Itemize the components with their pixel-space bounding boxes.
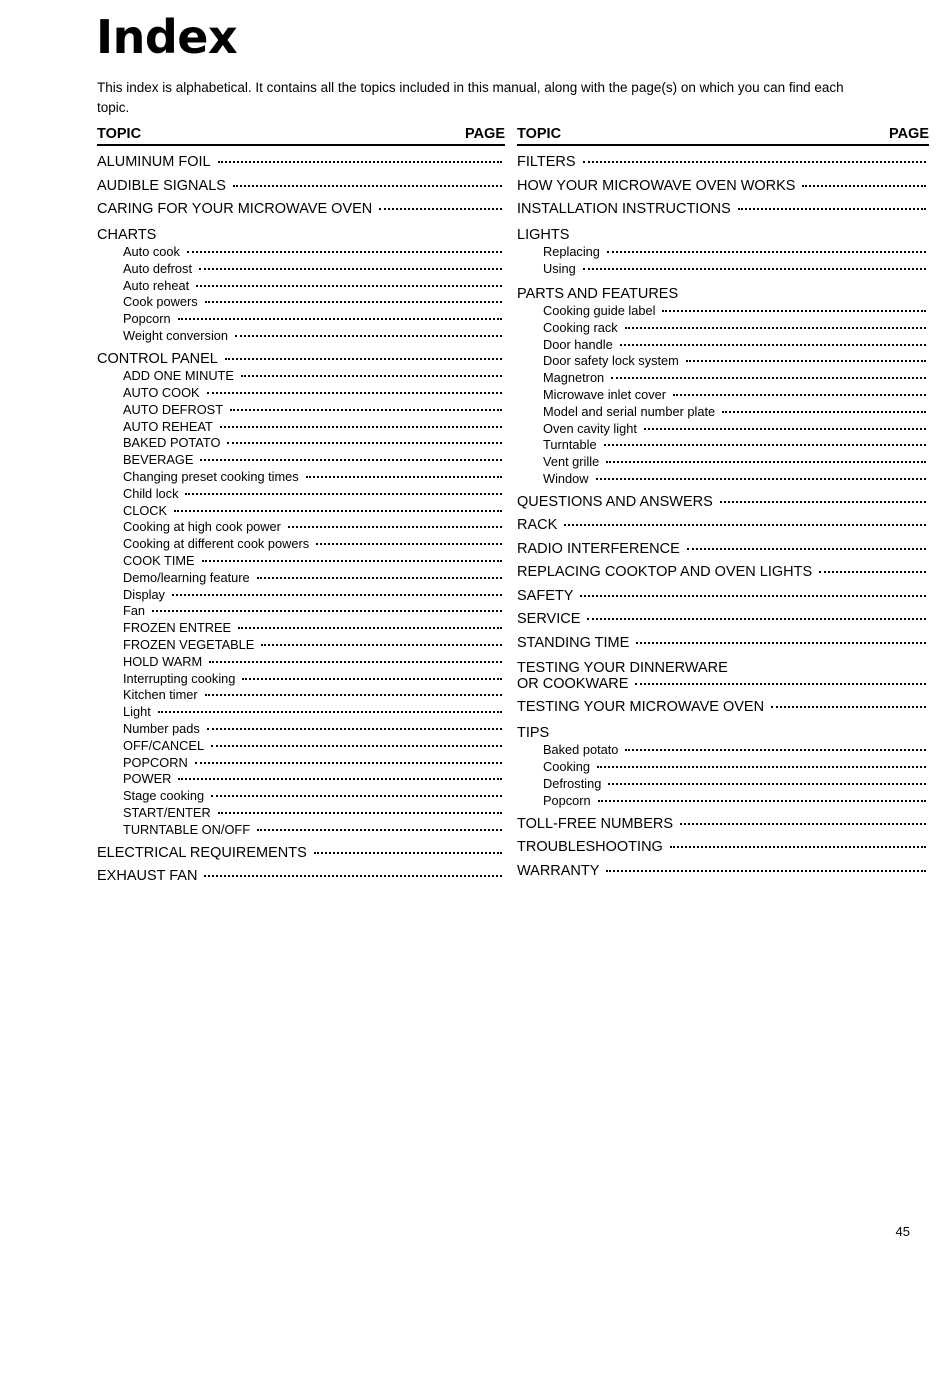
index-entry-label: WARRANTY [517,862,600,879]
index-entry-label: OR COOKWARE [517,675,629,692]
page-number: 45 [895,1224,910,1239]
index-entry-label: TESTING YOUR MICROWAVE OVEN [517,699,765,716]
column-header-page: PAGE [464,126,505,142]
index-entry-label: Child lock [123,485,179,501]
index-entry-label: Changing preset cooking times [123,469,299,485]
index-entry-label: AUTO REHEAT [123,418,213,434]
index-entry-label: RACK [517,517,558,534]
index-entry-label: Door safety lock system [543,353,679,369]
index-entry-label: Model and serial number plate [543,403,716,419]
index-columns [0,126,950,884]
index-entry-label: START/ENTER [123,805,211,820]
index-entry-label: Number pads [123,721,200,737]
index-entry-label: INSTALLATION INSTRUCTIONS [517,201,731,217]
index-entry-label: FILTERS [517,154,576,170]
index-entry-label: Display [123,586,165,602]
index-entry-label: HOLD WARM [123,653,203,669]
index-entry-label: Turntable [543,437,597,453]
index-entry-label: Cooking rack [543,319,618,335]
index-entry [97,869,505,884]
index-entry-label: Popcorn [123,311,171,327]
index-entry-label: AUTO COOK [123,385,200,401]
index-entry-label: RADIO INTERFERENCE [517,540,680,557]
index-entry-label: Cooking guide label [543,303,656,319]
index-entry-label: AUTO DEFROST [123,401,224,417]
index-entry-label: Defrosting [543,775,602,791]
index-entry-label: Using [543,260,576,276]
index-entry-label: PARTS AND FEATURES [517,285,679,302]
index-entry-label: Vent grille [543,454,600,470]
index-entry-label: AUDIBLE SIGNALS [97,177,226,194]
index-entry-label: Baked potato [543,742,619,758]
index-entry-label: Auto defrost [123,260,193,276]
index-entry-label: ALUMINUM FOIL [97,154,211,170]
index-entry-label: REPLACING COOKTOP AND OVEN LIGHTS [517,564,813,581]
intro-text: This index is alphabetical. It contains all the topics included in this manual, along with the page(s) on which you can find each topic. [97,80,844,115]
column-header-topic: TOPIC [517,126,562,142]
index-entry-list-right [517,155,929,878]
index-entry-label: CHARTS [97,226,157,243]
index-entry-label: ELECTRICAL REQUIREMENTS [97,844,307,861]
index-entry-label: Fan [123,603,146,619]
index-entry-label: STANDING TIME [517,634,630,651]
index-column-left [97,126,505,884]
index-entry-label: Cook powers [123,294,198,310]
index-entry-label: HOW YOUR MICROWAVE OVEN WORKS [517,177,796,194]
index-entry-label: TOLL-FREE NUMBERS [517,815,674,832]
index-entry-label: Replacing [543,244,600,259]
index-entry-label: BAKED POTATO [123,435,221,451]
index-entry [517,864,929,879]
index-entry-label: Door handle [543,336,613,352]
index-entry-label: COOK TIME [123,553,195,569]
index-entry-label: Microwave inlet cover [543,387,667,403]
index-entry-label: SAFETY [517,587,574,604]
index-entry-label: Oven cavity light [543,420,637,436]
column-header-topic: TOPIC [97,126,142,142]
index-entry-label: Weight conversion [123,327,229,343]
index-entry-label: TROUBLESHOOTING [517,839,663,856]
index-entry-label: CONTROL PANEL [97,350,218,367]
column-header-page: PAGE [888,126,929,142]
index-column-right [517,126,929,884]
index-entry-label: Cooking at high cook power [123,519,281,535]
index-entry-label: TESTING YOUR DINNERWARE [517,660,728,677]
index-entry-label: POPCORN [123,754,188,770]
index-entry-list-left [97,155,505,884]
index-entry-label: TURNTABLE ON/OFF [123,821,251,837]
index-entry-label: FROZEN VEGETABLE [123,637,255,653]
index-entry-label: Auto cook [123,244,180,259]
index-entry-label: Popcorn [543,792,591,808]
index-entry-label: Demo/learning feature [123,569,250,585]
index-entry-label: FROZEN ENTREE [123,620,232,636]
index-entry-label: Cooking at different cook powers [123,536,310,552]
index-entry-label: ADD ONE MINUTE [123,368,234,384]
index-entry-label: EXHAUST FAN [97,868,198,885]
index-entry-label: CLOCK [123,502,168,518]
index-entry-label: BEVERAGE [123,452,194,468]
index-entry-label: Auto reheat [123,277,190,293]
page-title: Index [96,10,238,64]
index-entry-label: LIGHTS [517,226,570,243]
index-entry-label: Kitchen timer [123,687,198,703]
index-entry-label: CARING FOR YOUR MICROWAVE OVEN [97,201,373,217]
index-entry-label: Window [543,471,589,487]
index-entry-label: QUESTIONS AND ANSWERS [517,493,713,510]
index-entry-label: Magnetron [543,370,605,386]
index-entry-label: POWER [123,771,172,787]
index-entry-label: SERVICE [517,611,581,628]
index-entry-label: OFF/CANCEL [123,737,205,753]
index-entry-label: TIPS [517,724,550,741]
index-entry-label: Cooking [543,759,590,775]
index-entry-label: Stage cooking [123,788,205,804]
index-entry-label: Light [123,704,151,720]
index-entry-page [517,126,950,1391]
index-entry-label: Interrupting cooking [123,670,236,686]
